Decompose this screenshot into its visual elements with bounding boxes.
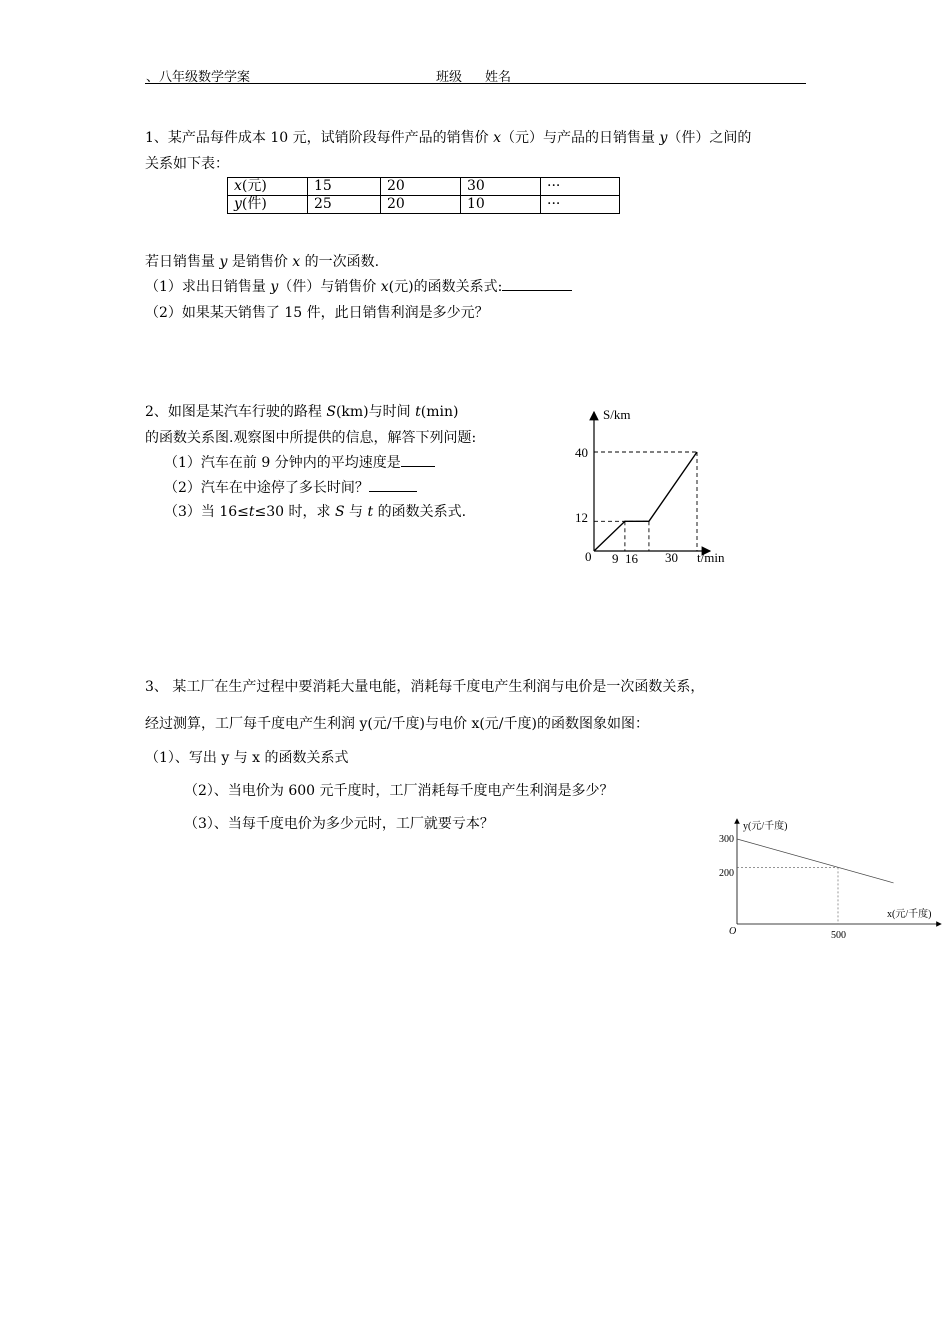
q2-line1: 2、如图是某汽车行驶的路程 S(km)与时间 t(min): [145, 404, 459, 420]
answer-blank[interactable]: [369, 479, 417, 492]
table-cell: 20: [381, 178, 461, 196]
x-tick-label: 30: [665, 550, 678, 565]
table-row: [228, 178, 620, 196]
y-tick-label: 12: [575, 510, 588, 525]
x-tick-label: 9: [612, 551, 619, 566]
q1-condition: 若日销售量 y 是销售价 x 的一次函数.: [145, 254, 380, 270]
table-cell: 30: [461, 178, 541, 196]
q3-sub3: （3）、当每千度电价为多少元时，工厂就要亏本？: [184, 816, 494, 832]
y-tick-label: 300: [719, 834, 734, 845]
x-tick-label: 500: [831, 930, 846, 941]
table-cell: 25: [308, 196, 381, 214]
q2-sub2: （2）汽车在中途停了多长时间？: [164, 477, 417, 497]
table-cell: 15: [308, 178, 381, 196]
table-row: [228, 196, 620, 214]
q2-line2: 的函数关系图.观察图中所提供的信息，解答下列问题:: [145, 430, 477, 446]
table-cell: ···: [541, 178, 620, 196]
x-axis-label: x(元/千度): [887, 909, 932, 920]
answer-blank[interactable]: [502, 278, 572, 291]
x-tick-label: 0: [585, 549, 592, 564]
q1-line2: 关系如下表：: [145, 156, 229, 172]
table-cell: x(元): [228, 178, 308, 196]
header-title: 、八年级数学学案: [146, 70, 251, 85]
table-cell: y(件): [228, 196, 308, 214]
q2-sub1: （1）汽车在前 9 分钟内的平均速度是: [164, 452, 435, 472]
x-tick-label: 16: [625, 551, 638, 566]
answer-blank[interactable]: [401, 454, 435, 467]
q3-sub2: （2）、当电价为 600 元千度时，工厂消耗每千度电产生利润是多少？: [184, 783, 614, 799]
header-rule: [145, 83, 806, 84]
header-class-label: 班级: [436, 70, 463, 85]
q1-sub2: （2）如果某天销售了 15 件，此日销售利润是多少元？: [145, 305, 489, 321]
q1-sub1: （1）求出日销售量 y（件）与销售价 x(元)的函数关系式:: [145, 276, 572, 296]
q3-sub1: （1）、写出 y 与 x 的函数关系式: [145, 750, 349, 766]
origin-label: O: [729, 926, 737, 937]
y-tick-label: 200: [719, 868, 734, 879]
y-axis-label: y(元/千度): [743, 821, 788, 832]
x-axis-label: t/min: [697, 550, 725, 565]
distance-time-chart: [570, 400, 745, 575]
table-cell: ···: [541, 196, 620, 214]
q3-line1: 3、 某工厂在生产过程中要消耗大量电能，消耗每千度电产生利润与电价是一次函数关系，: [145, 679, 705, 695]
header-name-label: 姓名: [485, 70, 512, 85]
series-line: [737, 839, 894, 883]
table-cell: 10: [461, 196, 541, 214]
y-axis-label: S/km: [603, 407, 631, 422]
q1-line1: 1、某产品每件成本 10 元，试销阶段每件产品的销售价 x（元）与产品的日销售量 y（件）之间的: [145, 130, 752, 146]
q3-line2: 经过测算，工厂每千度电产生利润 y(元/千度)与电价 x(元/千度)的函数图象如图：: [145, 716, 649, 732]
y-tick-label: 40: [575, 445, 588, 460]
q2-sub3: （3）当 16≤t≤30 时，求 S 与 t 的函数关系式.: [164, 504, 467, 520]
series-line: [594, 452, 697, 551]
table-cell: 20: [381, 196, 461, 214]
profit-price-chart: [715, 815, 945, 945]
q1-table: [227, 177, 620, 214]
